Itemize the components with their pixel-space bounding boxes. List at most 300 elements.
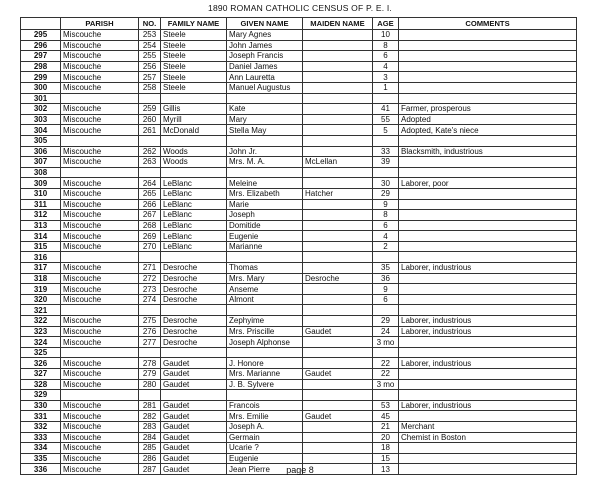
no-cell [139,347,161,358]
parish-cell: Miscouche [61,210,139,221]
maiden-name-cell [303,305,373,316]
maiden-name-cell [303,379,373,390]
age-cell: 3 mo [373,337,399,348]
age-cell: 45 [373,411,399,422]
row-number: 336 [21,464,61,475]
table-row [21,146,577,157]
parish-cell: Miscouche [61,114,139,125]
row-number: 313 [21,220,61,231]
row-number: 306 [21,146,61,157]
row-number: 320 [21,294,61,305]
family-name-cell: LeBlanc [161,241,227,252]
given-name-cell: Mrs. Priscille [227,326,303,337]
given-name-cell: Daniel James [227,61,303,72]
maiden-name-cell [303,358,373,369]
header-maiden-name: MAIDEN NAME [303,18,373,30]
no-cell: 285 [139,443,161,454]
family-name-cell: Gaudet [161,358,227,369]
table-row [21,263,577,274]
given-name-cell: John James [227,40,303,51]
no-cell [139,135,161,146]
table-row [21,72,577,83]
comments-cell [399,284,577,295]
no-cell: 281 [139,400,161,411]
row-number: 331 [21,411,61,422]
row-number: 296 [21,40,61,51]
family-name-cell: Gaudet [161,400,227,411]
parish-cell: Miscouche [61,464,139,475]
table-row [21,358,577,369]
given-name-cell: Meleine [227,178,303,189]
comments-cell [399,135,577,146]
age-cell [373,305,399,316]
given-name-cell [227,390,303,401]
comments-cell [399,390,577,401]
comments-cell [399,347,577,358]
family-name-cell: Gaudet [161,379,227,390]
row-number: 305 [21,135,61,146]
table-row [21,273,577,284]
maiden-name-cell [303,40,373,51]
row-number: 327 [21,369,61,380]
maiden-name-cell [303,231,373,242]
comments-cell: Laborer, industrious [399,400,577,411]
family-name-cell [161,167,227,178]
comments-cell [399,72,577,83]
table-row [21,104,577,115]
no-cell: 268 [139,220,161,231]
row-number: 329 [21,390,61,401]
parish-cell: Miscouche [61,294,139,305]
family-name-cell: Steele [161,72,227,83]
parish-cell: Miscouche [61,82,139,93]
no-cell: 257 [139,72,161,83]
row-number: 302 [21,104,61,115]
header-row-number [21,18,61,30]
age-cell: 6 [373,294,399,305]
table-row [21,241,577,252]
row-number: 323 [21,326,61,337]
parish-cell [61,252,139,263]
maiden-name-cell: Hatcher [303,188,373,199]
given-name-cell: Mrs. Emilie [227,411,303,422]
comments-cell: Laborer, industrious [399,263,577,274]
given-name-cell: Thomas [227,263,303,274]
given-name-cell: Francois [227,400,303,411]
table-row [21,82,577,93]
parish-cell: Miscouche [61,369,139,380]
row-number: 308 [21,167,61,178]
comments-cell [399,241,577,252]
parish-cell: Miscouche [61,199,139,210]
row-number: 326 [21,358,61,369]
table-row [21,453,577,464]
comments-cell [399,305,577,316]
no-cell: 287 [139,464,161,475]
given-name-cell: Mary Agnes [227,30,303,41]
row-number: 318 [21,273,61,284]
maiden-name-cell [303,125,373,136]
no-cell: 262 [139,146,161,157]
given-name-cell: Mrs. M. A. [227,157,303,168]
parish-cell: Miscouche [61,316,139,327]
parish-cell: Miscouche [61,178,139,189]
age-cell [373,390,399,401]
parish-cell: Miscouche [61,263,139,274]
family-name-cell: Steele [161,51,227,62]
page-number: page 8 [286,465,314,475]
comments-cell [399,188,577,199]
age-cell: 29 [373,316,399,327]
parish-cell: Miscouche [61,61,139,72]
comments-cell [399,61,577,72]
no-cell: 254 [139,40,161,51]
row-number: 334 [21,443,61,454]
no-cell: 282 [139,411,161,422]
parish-cell: Miscouche [61,411,139,422]
no-cell: 271 [139,263,161,274]
table-row [21,390,577,401]
table-row [21,347,577,358]
parish-cell: Miscouche [61,241,139,252]
maiden-name-cell: Gaudet [303,369,373,380]
family-name-cell: Gillis [161,104,227,115]
family-name-cell: Steele [161,61,227,72]
maiden-name-cell [303,421,373,432]
given-name-cell: Germain [227,432,303,443]
parish-cell: Miscouche [61,231,139,242]
table-row [21,411,577,422]
comments-cell [399,252,577,263]
parish-cell: Miscouche [61,188,139,199]
family-name-cell: Steele [161,30,227,41]
no-cell [139,305,161,316]
table-row [21,316,577,327]
family-name-cell: Gaudet [161,421,227,432]
table-row [21,284,577,295]
table-row [21,379,577,390]
no-cell: 267 [139,210,161,221]
comments-cell: Laborer, industrious [399,316,577,327]
table-row [21,51,577,62]
family-name-cell: LeBlanc [161,210,227,221]
maiden-name-cell [303,453,373,464]
family-name-cell [161,135,227,146]
no-cell: 283 [139,421,161,432]
age-cell: 13 [373,464,399,475]
no-cell: 255 [139,51,161,62]
given-name-cell: Stella May [227,125,303,136]
table-row [21,432,577,443]
comments-cell [399,51,577,62]
header-given-name: GIVEN NAME [227,18,303,30]
family-name-cell: LeBlanc [161,188,227,199]
given-name-cell [227,135,303,146]
given-name-cell: Joseph [227,210,303,221]
comments-cell [399,369,577,380]
given-name-cell [227,167,303,178]
age-cell: 41 [373,104,399,115]
given-name-cell: Almont [227,294,303,305]
no-cell: 279 [139,369,161,380]
parish-cell [61,347,139,358]
family-name-cell: Desroche [161,284,227,295]
family-name-cell: Gaudet [161,369,227,380]
age-cell: 53 [373,400,399,411]
parish-cell: Miscouche [61,220,139,231]
row-number: 312 [21,210,61,221]
given-name-cell: Anseme [227,284,303,295]
maiden-name-cell [303,284,373,295]
comments-cell: Laborer, industrious [399,326,577,337]
age-cell [373,252,399,263]
row-number: 315 [21,241,61,252]
maiden-name-cell: McLellan [303,157,373,168]
table-row [21,93,577,104]
family-name-cell: LeBlanc [161,178,227,189]
row-number: 304 [21,125,61,136]
table-row [21,167,577,178]
table-row [21,400,577,411]
no-cell: 266 [139,199,161,210]
table-row [21,199,577,210]
table-row [21,30,577,41]
age-cell: 1 [373,82,399,93]
family-name-cell: Gaudet [161,443,227,454]
maiden-name-cell [303,72,373,83]
row-number: 330 [21,400,61,411]
table-row [21,369,577,380]
maiden-name-cell [303,400,373,411]
table-row [21,220,577,231]
given-name-cell: Joseph Francis [227,51,303,62]
given-name-cell [227,93,303,104]
page-title: 1890 ROMAN CATHOLIC CENSUS OF P. E. I. [208,3,392,13]
comments-cell: Laborer, industrious [399,358,577,369]
comments-cell [399,199,577,210]
family-name-cell: Steele [161,40,227,51]
table-row [21,135,577,146]
comments-cell [399,40,577,51]
maiden-name-cell [303,390,373,401]
census-table [20,17,577,475]
given-name-cell: Eugenie [227,231,303,242]
comments-cell [399,294,577,305]
no-cell: 274 [139,294,161,305]
row-number: 303 [21,114,61,125]
parish-cell: Miscouche [61,421,139,432]
parish-cell [61,167,139,178]
maiden-name-cell [303,252,373,263]
maiden-name-cell [303,337,373,348]
comments-cell: Adopted [399,114,577,125]
given-name-cell: Ann Lauretta [227,72,303,83]
no-cell: 256 [139,61,161,72]
row-number: 311 [21,199,61,210]
comments-cell: Chemist in Boston [399,432,577,443]
age-cell: 3 [373,72,399,83]
family-name-cell: Woods [161,146,227,157]
family-name-cell: Gaudet [161,432,227,443]
parish-cell: Miscouche [61,30,139,41]
comments-cell [399,157,577,168]
row-number: 310 [21,188,61,199]
maiden-name-cell [303,241,373,252]
no-cell: 272 [139,273,161,284]
table-row [21,294,577,305]
parish-cell: Miscouche [61,400,139,411]
comments-cell [399,210,577,221]
maiden-name-cell [303,51,373,62]
given-name-cell [227,347,303,358]
comments-cell: Adopted, Kate's niece [399,125,577,136]
age-cell: 30 [373,178,399,189]
table-row [21,157,577,168]
parish-cell: Miscouche [61,443,139,454]
header-parish: PARISH [61,18,139,30]
family-name-cell: Desroche [161,337,227,348]
row-number: 314 [21,231,61,242]
parish-cell: Miscouche [61,432,139,443]
row-number: 295 [21,30,61,41]
age-cell [373,135,399,146]
maiden-name-cell [303,104,373,115]
no-cell: 265 [139,188,161,199]
parish-cell: Miscouche [61,284,139,295]
family-name-cell: Desroche [161,326,227,337]
row-number: 299 [21,72,61,83]
comments-cell [399,30,577,41]
maiden-name-cell [303,316,373,327]
row-number: 316 [21,252,61,263]
header-no: NO. [139,18,161,30]
family-name-cell: Steele [161,82,227,93]
age-cell: 22 [373,358,399,369]
table-row [21,188,577,199]
table-row [21,40,577,51]
comments-cell: Blacksmith, industrious [399,146,577,157]
age-cell: 2 [373,241,399,252]
maiden-name-cell [303,294,373,305]
parish-cell: Miscouche [61,157,139,168]
age-cell: 4 [373,61,399,72]
header-row [21,18,577,30]
comments-cell [399,231,577,242]
given-name-cell: Mrs. Elizabeth [227,188,303,199]
age-cell: 6 [373,51,399,62]
family-name-cell [161,252,227,263]
comments-cell [399,273,577,284]
given-name-cell: Manuel Augustus [227,82,303,93]
row-number: 332 [21,421,61,432]
parish-cell: Miscouche [61,146,139,157]
parish-cell: Miscouche [61,273,139,284]
table-row [21,421,577,432]
parish-cell: Miscouche [61,125,139,136]
family-name-cell [161,390,227,401]
no-cell: 269 [139,231,161,242]
row-number: 317 [21,263,61,274]
age-cell: 6 [373,220,399,231]
age-cell [373,347,399,358]
parish-cell: Miscouche [61,379,139,390]
maiden-name-cell: Gaudet [303,326,373,337]
family-name-cell: LeBlanc [161,199,227,210]
given-name-cell [227,252,303,263]
no-cell [139,167,161,178]
maiden-name-cell [303,443,373,454]
maiden-name-cell [303,263,373,274]
comments-cell [399,220,577,231]
row-number: 307 [21,157,61,168]
table-row [21,443,577,454]
row-number: 297 [21,51,61,62]
row-number: 319 [21,284,61,295]
comments-cell [399,93,577,104]
given-name-cell: Kate [227,104,303,115]
row-number: 300 [21,82,61,93]
row-number: 324 [21,337,61,348]
table-row [21,125,577,136]
parish-cell: Miscouche [61,358,139,369]
age-cell [373,167,399,178]
given-name-cell: Ucarie ? [227,443,303,454]
comments-cell [399,453,577,464]
maiden-name-cell [303,135,373,146]
no-cell: 284 [139,432,161,443]
comments-cell [399,443,577,454]
no-cell [139,390,161,401]
age-cell [373,93,399,104]
parish-cell [61,93,139,104]
no-cell: 277 [139,337,161,348]
age-cell: 55 [373,114,399,125]
family-name-cell: Myrill [161,114,227,125]
header-age: AGE [373,18,399,30]
age-cell: 10 [373,30,399,41]
given-name-cell: J. B. Sylvere [227,379,303,390]
given-name-cell: Mary [227,114,303,125]
no-cell: 259 [139,104,161,115]
maiden-name-cell [303,220,373,231]
family-name-cell: Desroche [161,263,227,274]
maiden-name-cell [303,167,373,178]
no-cell: 260 [139,114,161,125]
age-cell: 35 [373,263,399,274]
maiden-name-cell [303,178,373,189]
maiden-name-cell [303,114,373,125]
no-cell: 275 [139,316,161,327]
row-number: 335 [21,453,61,464]
row-number: 321 [21,305,61,316]
family-name-cell: Gaudet [161,464,227,475]
parish-cell [61,390,139,401]
no-cell: 276 [139,326,161,337]
comments-cell [399,411,577,422]
no-cell: 273 [139,284,161,295]
no-cell: 253 [139,30,161,41]
family-name-cell: Woods [161,157,227,168]
given-name-cell: Mrs. Marianne [227,369,303,380]
age-cell: 9 [373,199,399,210]
given-name-cell: Zephyime [227,316,303,327]
parish-cell: Miscouche [61,326,139,337]
maiden-name-cell [303,82,373,93]
age-cell: 4 [373,231,399,242]
family-name-cell: LeBlanc [161,231,227,242]
given-name-cell: Joseph A. [227,421,303,432]
row-number: 301 [21,93,61,104]
